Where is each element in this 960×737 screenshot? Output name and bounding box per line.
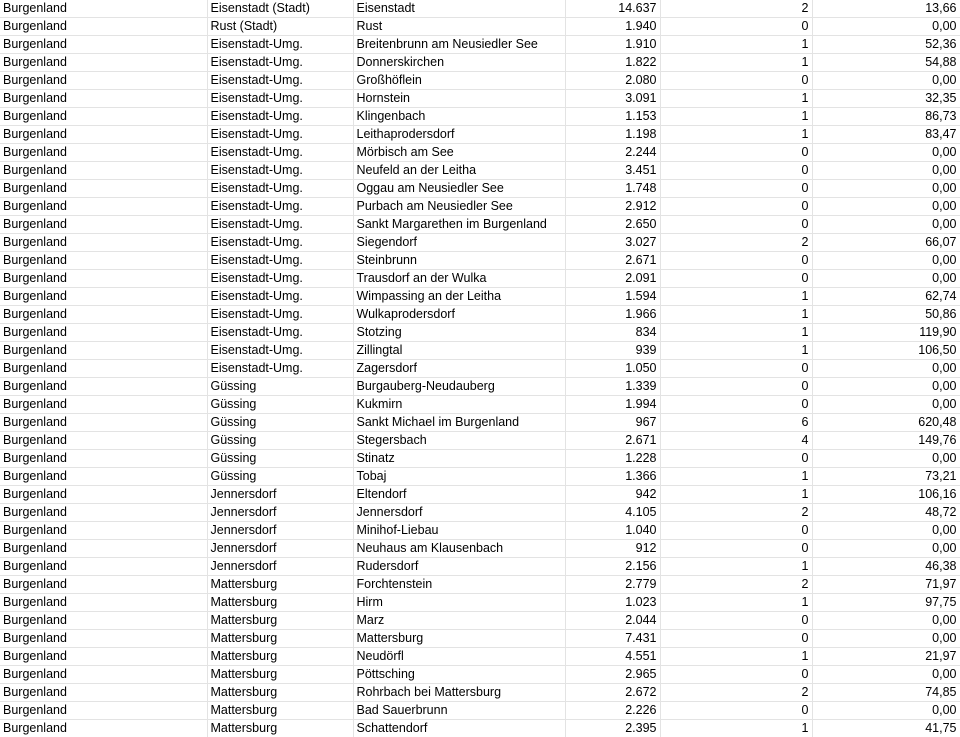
bundesland-cell[interactable]: Burgenland: [0, 108, 207, 126]
bundesland-cell[interactable]: Burgenland: [0, 126, 207, 144]
gemeinde-cell[interactable]: Sankt Michael im Burgenland: [353, 414, 565, 432]
bezirk-cell[interactable]: Jennersdorf: [207, 540, 353, 558]
table-row: [0, 36, 960, 54]
einwohner-cell[interactable]: 1.040: [565, 522, 660, 540]
faelle-cell[interactable]: 0: [660, 180, 812, 198]
table-row: [0, 666, 960, 684]
table-row: [0, 486, 960, 504]
einwohner-cell[interactable]: 7.431: [565, 630, 660, 648]
bezirk-cell[interactable]: Jennersdorf: [207, 486, 353, 504]
table-row: [0, 126, 960, 144]
faelle-cell[interactable]: 0: [660, 666, 812, 684]
faelle-cell[interactable]: 0: [660, 162, 812, 180]
einwohner-cell[interactable]: 2.044: [565, 612, 660, 630]
rate-cell[interactable]: 66,07: [812, 234, 960, 252]
gemeinde-cell[interactable]: Hirm: [353, 594, 565, 612]
gemeinde-cell[interactable]: Mattersburg: [353, 630, 565, 648]
rate-cell[interactable]: 13,66: [812, 0, 960, 18]
bezirk-cell[interactable]: Eisenstadt-Umg.: [207, 252, 353, 270]
bundesland-cell[interactable]: Burgenland: [0, 684, 207, 702]
gemeinde-cell[interactable]: Großhöflein: [353, 72, 565, 90]
bezirk-cell[interactable]: Jennersdorf: [207, 558, 353, 576]
rate-cell[interactable]: 0,00: [812, 666, 960, 684]
gemeinde-cell[interactable]: Neufeld an der Leitha: [353, 162, 565, 180]
bundesland-cell[interactable]: Burgenland: [0, 612, 207, 630]
rate-cell[interactable]: 119,90: [812, 324, 960, 342]
einwohner-cell[interactable]: 1.339: [565, 378, 660, 396]
einwohner-cell[interactable]: 1.748: [565, 180, 660, 198]
faelle-cell[interactable]: 1: [660, 648, 812, 666]
einwohner-cell[interactable]: 1.228: [565, 450, 660, 468]
gemeinde-cell[interactable]: Burgauberg-Neudauberg: [353, 378, 565, 396]
bundesland-cell[interactable]: Burgenland: [0, 306, 207, 324]
bezirk-cell[interactable]: Eisenstadt-Umg.: [207, 180, 353, 198]
bundesland-cell[interactable]: Burgenland: [0, 324, 207, 342]
table-row: [0, 180, 960, 198]
faelle-cell[interactable]: 0: [660, 630, 812, 648]
faelle-cell[interactable]: 4: [660, 432, 812, 450]
faelle-cell[interactable]: 2: [660, 0, 812, 18]
gemeinde-cell[interactable]: Neuhaus am Klausenbach: [353, 540, 565, 558]
faelle-cell[interactable]: 1: [660, 468, 812, 486]
gemeinde-cell[interactable]: Steinbrunn: [353, 252, 565, 270]
gemeinde-cell[interactable]: Wimpassing an der Leitha: [353, 288, 565, 306]
bundesland-cell[interactable]: Burgenland: [0, 234, 207, 252]
table-row: [0, 216, 960, 234]
bezirk-cell[interactable]: Eisenstadt-Umg.: [207, 198, 353, 216]
bezirk-cell[interactable]: Mattersburg: [207, 630, 353, 648]
gemeinde-cell[interactable]: Bad Sauerbrunn: [353, 702, 565, 720]
bezirk-cell[interactable]: Eisenstadt-Umg.: [207, 54, 353, 72]
einwohner-cell[interactable]: 4.105: [565, 504, 660, 522]
gemeinde-cell[interactable]: Purbach am Neusiedler See: [353, 198, 565, 216]
gemeinde-cell[interactable]: Stinatz: [353, 450, 565, 468]
rate-cell[interactable]: 32,35: [812, 90, 960, 108]
einwohner-cell[interactable]: 1.023: [565, 594, 660, 612]
bundesland-cell[interactable]: Burgenland: [0, 468, 207, 486]
bezirk-cell[interactable]: Rust (Stadt): [207, 18, 353, 36]
bezirk-cell[interactable]: Eisenstadt-Umg.: [207, 72, 353, 90]
bundesland-cell[interactable]: Burgenland: [0, 288, 207, 306]
gemeinde-cell[interactable]: Leithaprodersdorf: [353, 126, 565, 144]
gemeinde-cell[interactable]: Eisenstadt: [353, 0, 565, 18]
table-row: [0, 540, 960, 558]
gemeinde-cell[interactable]: Neudörfl: [353, 648, 565, 666]
einwohner-cell[interactable]: 942: [565, 486, 660, 504]
bundesland-cell[interactable]: Burgenland: [0, 18, 207, 36]
bundesland-cell[interactable]: Burgenland: [0, 648, 207, 666]
faelle-cell[interactable]: 1: [660, 90, 812, 108]
gemeinde-cell[interactable]: Schattendorf: [353, 720, 565, 737]
faelle-cell[interactable]: 1: [660, 342, 812, 360]
bundesland-cell[interactable]: Burgenland: [0, 522, 207, 540]
rate-cell[interactable]: 83,47: [812, 126, 960, 144]
bezirk-cell[interactable]: Eisenstadt-Umg.: [207, 342, 353, 360]
table-row: [0, 630, 960, 648]
gemeinde-cell[interactable]: Siegendorf: [353, 234, 565, 252]
bezirk-cell[interactable]: Eisenstadt (Stadt): [207, 0, 353, 18]
einwohner-cell[interactable]: 2.080: [565, 72, 660, 90]
table-row: [0, 90, 960, 108]
table-row: [0, 414, 960, 432]
rate-cell[interactable]: 0,00: [812, 180, 960, 198]
bundesland-cell[interactable]: Burgenland: [0, 594, 207, 612]
gemeinde-cell[interactable]: Stegersbach: [353, 432, 565, 450]
bezirk-cell[interactable]: Mattersburg: [207, 684, 353, 702]
table-row: [0, 18, 960, 36]
bezirk-cell[interactable]: Jennersdorf: [207, 504, 353, 522]
bezirk-cell[interactable]: Güssing: [207, 450, 353, 468]
bundesland-cell[interactable]: Burgenland: [0, 342, 207, 360]
gemeinde-cell[interactable]: Eltendorf: [353, 486, 565, 504]
bezirk-cell[interactable]: Eisenstadt-Umg.: [207, 144, 353, 162]
table-row: [0, 0, 960, 18]
einwohner-cell[interactable]: 2.671: [565, 252, 660, 270]
rate-cell[interactable]: 0,00: [812, 144, 960, 162]
gemeinde-cell[interactable]: Rohrbach bei Mattersburg: [353, 684, 565, 702]
einwohner-cell[interactable]: 4.551: [565, 648, 660, 666]
bundesland-cell[interactable]: Burgenland: [0, 252, 207, 270]
table-row: [0, 702, 960, 720]
rate-cell[interactable]: 73,21: [812, 468, 960, 486]
faelle-cell[interactable]: 2: [660, 234, 812, 252]
table-row: [0, 324, 960, 342]
table-row: [0, 576, 960, 594]
einwohner-cell[interactable]: 3.451: [565, 162, 660, 180]
einwohner-cell[interactable]: 1.050: [565, 360, 660, 378]
table-row: [0, 396, 960, 414]
bundesland-cell[interactable]: Burgenland: [0, 360, 207, 378]
faelle-cell[interactable]: 1: [660, 558, 812, 576]
table-row: [0, 450, 960, 468]
faelle-cell[interactable]: 6: [660, 414, 812, 432]
faelle-cell[interactable]: 1: [660, 594, 812, 612]
bezirk-cell[interactable]: Eisenstadt-Umg.: [207, 162, 353, 180]
faelle-cell[interactable]: 0: [660, 378, 812, 396]
bezirk-cell[interactable]: Eisenstadt-Umg.: [207, 360, 353, 378]
rate-cell[interactable]: 52,36: [812, 36, 960, 54]
bundesland-cell[interactable]: Burgenland: [0, 486, 207, 504]
faelle-cell[interactable]: 1: [660, 324, 812, 342]
bundesland-cell[interactable]: Burgenland: [0, 666, 207, 684]
gemeinde-cell[interactable]: Breitenbrunn am Neusiedler See: [353, 36, 565, 54]
faelle-cell[interactable]: 0: [660, 450, 812, 468]
rate-cell[interactable]: 0,00: [812, 162, 960, 180]
einwohner-cell[interactable]: 1.994: [565, 396, 660, 414]
rate-cell[interactable]: 50,86: [812, 306, 960, 324]
table-row: [0, 468, 960, 486]
bezirk-cell[interactable]: Mattersburg: [207, 648, 353, 666]
rate-cell[interactable]: 74,85: [812, 684, 960, 702]
einwohner-cell[interactable]: 939: [565, 342, 660, 360]
rate-cell[interactable]: 0,00: [812, 198, 960, 216]
faelle-cell[interactable]: 1: [660, 54, 812, 72]
rate-cell[interactable]: 0,00: [812, 72, 960, 90]
gemeinde-cell[interactable]: Sankt Margarethen im Burgenland: [353, 216, 565, 234]
faelle-cell[interactable]: 0: [660, 198, 812, 216]
table-row: [0, 558, 960, 576]
table-row: [0, 594, 960, 612]
gemeinde-cell[interactable]: Minihof-Liebau: [353, 522, 565, 540]
bundesland-cell[interactable]: Burgenland: [0, 0, 207, 18]
bundesland-cell[interactable]: Burgenland: [0, 162, 207, 180]
faelle-cell[interactable]: 0: [660, 270, 812, 288]
table-row: [0, 270, 960, 288]
rate-cell[interactable]: 0,00: [812, 378, 960, 396]
einwohner-cell[interactable]: 2.395: [565, 720, 660, 737]
faelle-cell[interactable]: 1: [660, 720, 812, 737]
bezirk-cell[interactable]: Eisenstadt-Umg.: [207, 270, 353, 288]
bezirk-cell[interactable]: Güssing: [207, 468, 353, 486]
rate-cell[interactable]: 86,73: [812, 108, 960, 126]
rate-cell[interactable]: 0,00: [812, 252, 960, 270]
faelle-cell[interactable]: 0: [660, 522, 812, 540]
gemeinde-cell[interactable]: Zillingtal: [353, 342, 565, 360]
einwohner-cell[interactable]: 1.940: [565, 18, 660, 36]
rate-cell[interactable]: 71,97: [812, 576, 960, 594]
faelle-cell[interactable]: 1: [660, 108, 812, 126]
table-row: [0, 54, 960, 72]
gemeinde-cell[interactable]: Marz: [353, 612, 565, 630]
bezirk-cell[interactable]: Mattersburg: [207, 576, 353, 594]
gemeinde-cell[interactable]: Jennersdorf: [353, 504, 565, 522]
faelle-cell[interactable]: 1: [660, 288, 812, 306]
faelle-cell[interactable]: 0: [660, 360, 812, 378]
faelle-cell[interactable]: 0: [660, 252, 812, 270]
table-row: [0, 504, 960, 522]
bezirk-cell[interactable]: Güssing: [207, 396, 353, 414]
table-row: [0, 720, 960, 737]
einwohner-cell[interactable]: 2.912: [565, 198, 660, 216]
bundesland-cell[interactable]: Burgenland: [0, 144, 207, 162]
rate-cell[interactable]: 0,00: [812, 270, 960, 288]
table-row: [0, 234, 960, 252]
einwohner-cell[interactable]: 1.594: [565, 288, 660, 306]
einwohner-cell[interactable]: 834: [565, 324, 660, 342]
gemeinde-cell[interactable]: Oggau am Neusiedler See: [353, 180, 565, 198]
bundesland-cell[interactable]: Burgenland: [0, 90, 207, 108]
table-row: [0, 108, 960, 126]
bezirk-cell[interactable]: Güssing: [207, 432, 353, 450]
table-row: [0, 360, 960, 378]
gemeinde-cell[interactable]: Tobaj: [353, 468, 565, 486]
bezirk-cell[interactable]: Mattersburg: [207, 612, 353, 630]
table-row: [0, 432, 960, 450]
bundesland-cell[interactable]: Burgenland: [0, 576, 207, 594]
rate-cell[interactable]: 0,00: [812, 216, 960, 234]
faelle-cell[interactable]: 1: [660, 126, 812, 144]
einwohner-cell[interactable]: 1.822: [565, 54, 660, 72]
gemeinde-cell[interactable]: Zagersdorf: [353, 360, 565, 378]
rate-cell[interactable]: 0,00: [812, 522, 960, 540]
faelle-cell[interactable]: 1: [660, 306, 812, 324]
faelle-cell[interactable]: 0: [660, 18, 812, 36]
einwohner-cell[interactable]: 2.671: [565, 432, 660, 450]
rate-cell[interactable]: 620,48: [812, 414, 960, 432]
einwohner-cell[interactable]: 1.153: [565, 108, 660, 126]
einwohner-cell[interactable]: 2.156: [565, 558, 660, 576]
einwohner-cell[interactable]: 1.366: [565, 468, 660, 486]
table-row: [0, 72, 960, 90]
faelle-cell[interactable]: 1: [660, 486, 812, 504]
faelle-cell[interactable]: 2: [660, 684, 812, 702]
bezirk-cell[interactable]: Eisenstadt-Umg.: [207, 90, 353, 108]
rate-cell[interactable]: 0,00: [812, 450, 960, 468]
gemeinde-cell[interactable]: Klingenbach: [353, 108, 565, 126]
rate-cell[interactable]: 0,00: [812, 540, 960, 558]
bundesland-cell[interactable]: Burgenland: [0, 72, 207, 90]
bundesland-cell[interactable]: Burgenland: [0, 558, 207, 576]
gemeinde-cell[interactable]: Rust: [353, 18, 565, 36]
faelle-cell[interactable]: 0: [660, 216, 812, 234]
einwohner-cell[interactable]: 2.650: [565, 216, 660, 234]
einwohner-cell[interactable]: 912: [565, 540, 660, 558]
rate-cell[interactable]: 0,00: [812, 18, 960, 36]
table-row: [0, 162, 960, 180]
einwohner-cell[interactable]: 3.091: [565, 90, 660, 108]
bezirk-cell[interactable]: Güssing: [207, 414, 353, 432]
faelle-cell[interactable]: 0: [660, 612, 812, 630]
rate-cell[interactable]: 106,50: [812, 342, 960, 360]
einwohner-cell[interactable]: 967: [565, 414, 660, 432]
gemeinde-cell[interactable]: Trausdorf an der Wulka: [353, 270, 565, 288]
bezirk-cell[interactable]: Eisenstadt-Umg.: [207, 216, 353, 234]
rate-cell[interactable]: 106,16: [812, 486, 960, 504]
table-row: [0, 288, 960, 306]
faelle-cell[interactable]: 0: [660, 702, 812, 720]
einwohner-cell[interactable]: 2.779: [565, 576, 660, 594]
bundesland-cell[interactable]: Burgenland: [0, 216, 207, 234]
bundesland-cell[interactable]: Burgenland: [0, 270, 207, 288]
gemeinde-cell[interactable]: Kukmirn: [353, 396, 565, 414]
bundesland-cell[interactable]: Burgenland: [0, 396, 207, 414]
einwohner-cell[interactable]: 2.091: [565, 270, 660, 288]
faelle-cell[interactable]: 2: [660, 504, 812, 522]
rate-cell[interactable]: 0,00: [812, 612, 960, 630]
rate-cell[interactable]: 0,00: [812, 630, 960, 648]
table-row: [0, 144, 960, 162]
gemeinde-cell[interactable]: Mörbisch am See: [353, 144, 565, 162]
bundesland-cell[interactable]: Burgenland: [0, 36, 207, 54]
table-row: [0, 342, 960, 360]
bundesland-cell[interactable]: Burgenland: [0, 504, 207, 522]
bundesland-cell[interactable]: Burgenland: [0, 720, 207, 737]
bezirk-cell[interactable]: Mattersburg: [207, 666, 353, 684]
gemeinde-cell[interactable]: Wulkaprodersdorf: [353, 306, 565, 324]
gemeinde-cell[interactable]: Donnerskirchen: [353, 54, 565, 72]
table-row: [0, 252, 960, 270]
bezirk-cell[interactable]: Mattersburg: [207, 720, 353, 737]
table-row: [0, 198, 960, 216]
einwohner-cell[interactable]: 2.226: [565, 702, 660, 720]
bezirk-cell[interactable]: Eisenstadt-Umg.: [207, 306, 353, 324]
einwohner-cell[interactable]: 3.027: [565, 234, 660, 252]
einwohner-cell[interactable]: 2.672: [565, 684, 660, 702]
rate-cell[interactable]: 0,00: [812, 396, 960, 414]
gemeinde-cell[interactable]: Rudersdorf: [353, 558, 565, 576]
rate-cell[interactable]: 54,88: [812, 54, 960, 72]
bundesland-cell[interactable]: Burgenland: [0, 180, 207, 198]
bundesland-cell[interactable]: Burgenland: [0, 630, 207, 648]
bundesland-cell[interactable]: Burgenland: [0, 414, 207, 432]
bundesland-cell[interactable]: Burgenland: [0, 702, 207, 720]
bezirk-cell[interactable]: Jennersdorf: [207, 522, 353, 540]
einwohner-cell[interactable]: 14.637: [565, 0, 660, 18]
faelle-cell[interactable]: 0: [660, 540, 812, 558]
rate-cell[interactable]: 149,76: [812, 432, 960, 450]
bezirk-cell[interactable]: Eisenstadt-Umg.: [207, 288, 353, 306]
table-row: [0, 612, 960, 630]
faelle-cell[interactable]: 0: [660, 72, 812, 90]
bundesland-cell[interactable]: Burgenland: [0, 432, 207, 450]
bundesland-cell[interactable]: Burgenland: [0, 450, 207, 468]
bezirk-cell[interactable]: Mattersburg: [207, 702, 353, 720]
rate-cell[interactable]: 97,75: [812, 594, 960, 612]
rate-cell[interactable]: 62,74: [812, 288, 960, 306]
bezirk-cell[interactable]: Güssing: [207, 378, 353, 396]
gemeinde-cell[interactable]: Pöttsching: [353, 666, 565, 684]
bezirk-cell[interactable]: Mattersburg: [207, 594, 353, 612]
bundesland-cell[interactable]: Burgenland: [0, 378, 207, 396]
einwohner-cell[interactable]: 1.966: [565, 306, 660, 324]
rate-cell[interactable]: 41,75: [812, 720, 960, 737]
gemeinde-cell[interactable]: Stotzing: [353, 324, 565, 342]
einwohner-cell[interactable]: 2.244: [565, 144, 660, 162]
rate-cell[interactable]: 21,97: [812, 648, 960, 666]
rate-cell[interactable]: 48,72: [812, 504, 960, 522]
table-row: [0, 378, 960, 396]
gemeinde-cell[interactable]: Hornstein: [353, 90, 565, 108]
rate-cell[interactable]: 46,38: [812, 558, 960, 576]
table-row: [0, 522, 960, 540]
einwohner-cell[interactable]: 2.965: [565, 666, 660, 684]
bezirk-cell[interactable]: Eisenstadt-Umg.: [207, 126, 353, 144]
bezirk-cell[interactable]: Eisenstadt-Umg.: [207, 36, 353, 54]
faelle-cell[interactable]: 0: [660, 144, 812, 162]
rate-cell[interactable]: 0,00: [812, 360, 960, 378]
table-row: [0, 684, 960, 702]
rate-cell[interactable]: 0,00: [812, 702, 960, 720]
faelle-cell[interactable]: 2: [660, 576, 812, 594]
bezirk-cell[interactable]: Eisenstadt-Umg.: [207, 108, 353, 126]
gemeinde-cell[interactable]: Forchtenstein: [353, 576, 565, 594]
bundesland-cell[interactable]: Burgenland: [0, 540, 207, 558]
bezirk-cell[interactable]: Eisenstadt-Umg.: [207, 234, 353, 252]
faelle-cell[interactable]: 1: [660, 36, 812, 54]
einwohner-cell[interactable]: 1.198: [565, 126, 660, 144]
einwohner-cell[interactable]: 1.910: [565, 36, 660, 54]
table-row: [0, 648, 960, 666]
bezirk-cell[interactable]: Eisenstadt-Umg.: [207, 324, 353, 342]
faelle-cell[interactable]: 0: [660, 396, 812, 414]
table-row: [0, 306, 960, 324]
bundesland-cell[interactable]: Burgenland: [0, 198, 207, 216]
bundesland-cell[interactable]: Burgenland: [0, 54, 207, 72]
